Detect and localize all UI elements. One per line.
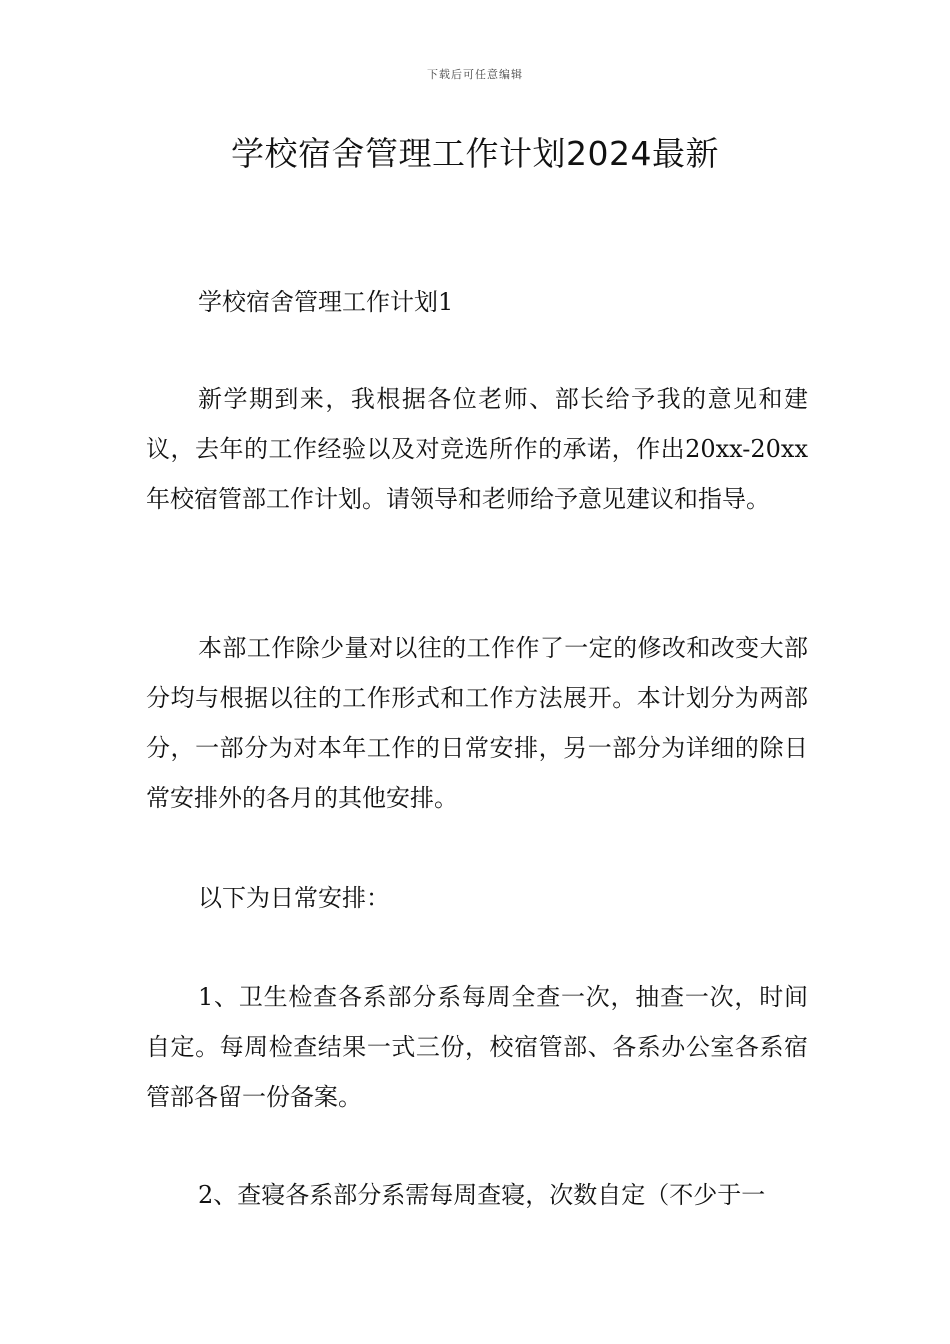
- paragraph-item-hygiene: 1、卫生检查各系部分系每周全查一次，抽查一次，时间自定。每周检查结果一式三份，校宿管部、各系办公室各系宿管部各留一份备案。: [146, 983, 808, 1111]
- document-title: 学校宿舍管理工作计划2024最新: [231, 134, 719, 173]
- paragraph-daily-heading: 以下为日常安排：: [198, 884, 390, 912]
- header-note: 下载后可任意编辑: [427, 68, 523, 81]
- paragraph-intro: 新学期到来，我根据各位老师、部长给予我的意见和建议，去年的工作经验以及对竞选所作的承诺，作出20xx-20xx年校宿管部工作计划。请领导和老师给予意见建议和指导。: [146, 385, 808, 513]
- paragraph-item-dorm-check: 2、查寝各系部分系需每周查寝，次数自定（不少于一: [198, 1181, 766, 1209]
- section-heading: 学校宿舍管理工作计划1: [198, 288, 454, 316]
- paragraph-plan-overview: 本部工作除少量对以往的工作作了一定的修改和改变大部分均与根据以往的工作形式和工作方法展开。本计划分为两部分，一部分为对本年工作的日常安排，另一部分为详细的除日常安排外的各月的其他安排。: [146, 634, 808, 812]
